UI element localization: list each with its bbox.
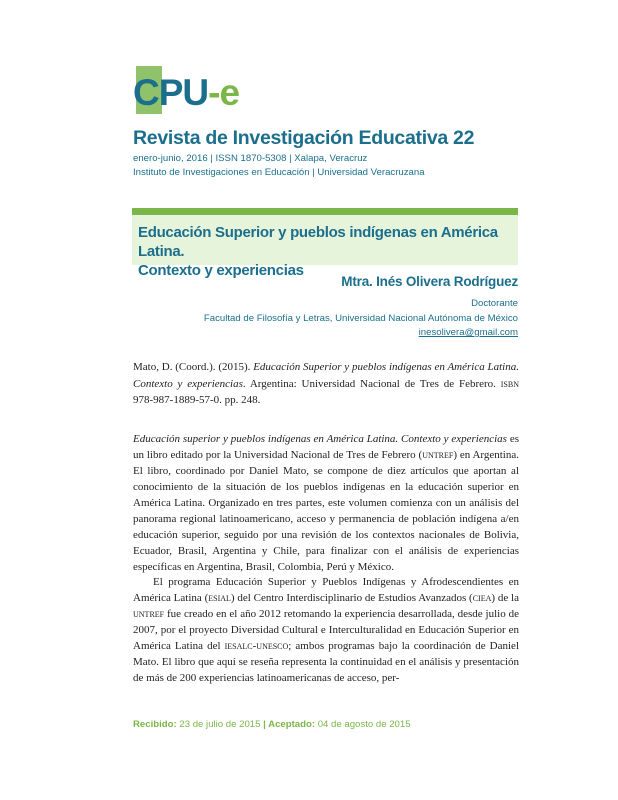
institute-line: Instituto de Investigaciones en Educación | Universidad Veracruzana [133,167,425,178]
logo-text: CPU-e [133,72,240,113]
dates-footer: Recibido: 23 de julio de 2015 | Aceptado: 04 de agosto de 2015 [133,719,411,730]
author-email[interactable]: inesolivera@gmail.com [418,327,518,338]
article-title: Educación Superior y pueblos indígenas en América Latina. Contexto y experiencias [138,224,498,279]
author-name: Mtra. Inés Olivera Rodríguez [341,274,518,289]
issue-line: enero-junio, 2016 | ISSN 1870-5308 | Xalapa, Veracruz [133,153,368,164]
journal-title: Revista de Investigación Educativa 22 [133,127,475,149]
book-reference: Mato, D. (Coord.). (2015). Educación Superior y pueblos indígenas en América Latina. Contexto y experiencias. Argentina: Universidad Nacional de Tres de Febrero. isbn 978-987-1889-57-0. pp. 248. [133,361,519,406]
paragraph-2: El programa Educación Superior y Pueblos Indígenas y Afrodescendientes en América Latina (esial) del Centro Interdisciplinario de Estudios Avanzados (ciea) de la untref fue creado en el año 2012 retomando la experiencia desarrollada, desde julio de 2007, por el proyecto Diversidad Cultural e Interculturalidad en Educación Superior en América Latina del iesalc-unesco; ambos programas bajo la coordinación de Daniel Mato. El libro que aquí se reseña representa la continuidad en el análisis y presentación de más de 200 experiencias latinoamericanas de acceso, per- [133,576,519,684]
author-affiliation: Facultad de Filosofía y Letras, Universidad Nacional Autónoma de México [203,313,518,324]
paragraph-1: Educación superior y pueblos indígenas en América Latina. Contexto y experiencias es un libro editado por la Universidad Nacional de Tres de Febrero (untref) en Argentina. El libro, coordinado por Daniel Mato, se compone de diez artículos que aportan al conocimiento de la situación de los pueblos indígenas en la educación superior en América Latina. Organizado en tres partes, este volumen comienza con un análisis del panorama regional latinoamericano, acceso y permanencia de población indígena a/en educación superior, seguido por una revisión de los contextos nacionales de Bolivia, Ecuador, Brasil, Argentina y Chile, para finalizar con el análisis de experiencias específicas en Argentina, Brasil, Colombia, Perú y México. [133,433,519,573]
author-role: Doctorante [471,298,518,309]
journal-logo [133,66,243,120]
article-title-box [132,208,518,279]
